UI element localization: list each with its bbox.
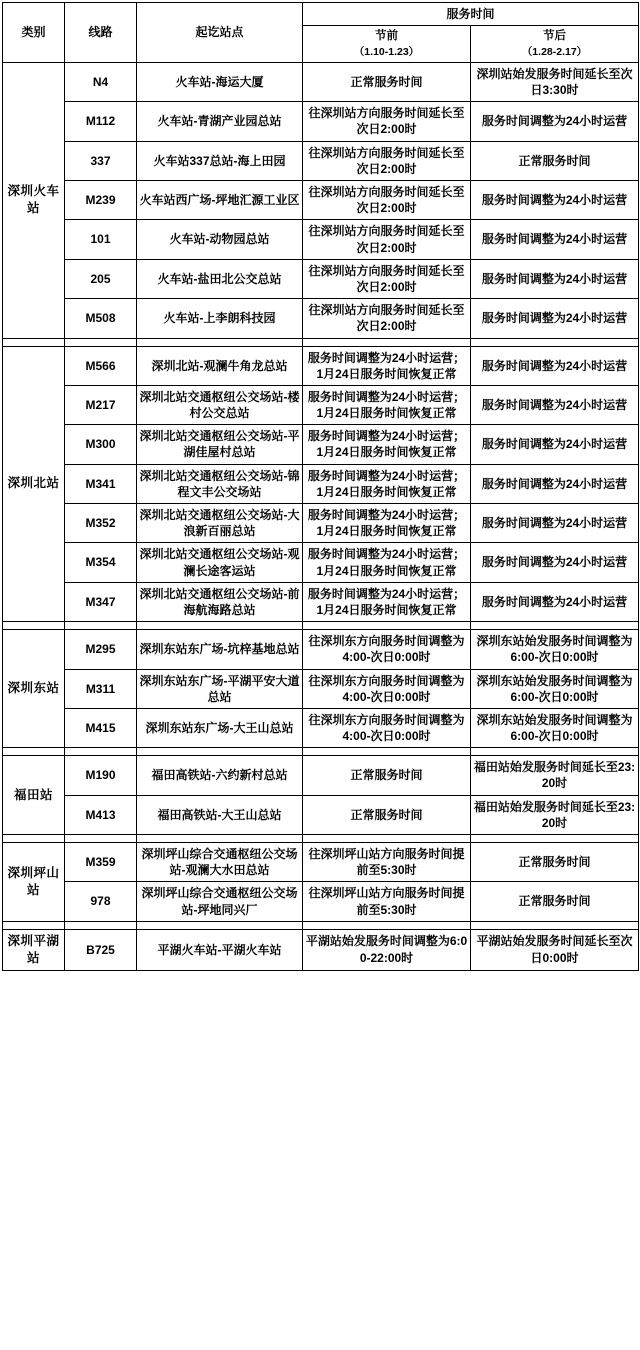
group-spacer-cell <box>65 921 137 929</box>
table-row <box>3 346 639 385</box>
after-holiday-service-cell: 服务时间调整为24小时运营 <box>471 102 639 141</box>
column-header-after <box>471 26 639 63</box>
group-spacer-cell <box>303 921 471 929</box>
bus-line-cell: M295 <box>65 630 137 669</box>
route-endpoints-cell: 深圳北站交通枢纽公交场站-前海航海路总站 <box>137 582 303 621</box>
table-row <box>3 543 639 582</box>
bus-line-cell: M190 <box>65 756 137 795</box>
after-holiday-service-cell: 服务时间调整为24小时运营 <box>471 259 639 298</box>
before-holiday-service-cell: 往深圳东方向服务时间调整为4:00-次日0:00时 <box>303 669 471 708</box>
route-endpoints-cell: 福田高铁站-六约新村总站 <box>137 756 303 795</box>
group-spacer-cell <box>137 748 303 756</box>
after-title: 节后 <box>543 30 566 43</box>
group-spacer-cell <box>65 748 137 756</box>
table-row <box>3 425 639 464</box>
route-endpoints-cell: 深圳北站-观澜牛角龙总站 <box>137 346 303 385</box>
group-spacer-row <box>3 921 639 929</box>
bus-line-cell: M354 <box>65 543 137 582</box>
route-endpoints-cell: 火车站-青湖产业园总站 <box>137 102 303 141</box>
bus-line-cell: M359 <box>65 843 137 882</box>
route-endpoints-cell: 平湖火车站-平湖火车站 <box>137 929 303 970</box>
table-row <box>3 102 639 141</box>
table-row <box>3 504 639 543</box>
group-spacer-cell <box>471 835 639 843</box>
bus-line-cell: M239 <box>65 181 137 220</box>
table-row <box>3 708 639 747</box>
after-holiday-service-cell: 服务时间调整为24小时运营 <box>471 385 639 424</box>
route-endpoints-cell: 深圳东站东广场-大王山总站 <box>137 708 303 747</box>
group-spacer-cell <box>471 338 639 346</box>
group-spacer-row <box>3 622 639 630</box>
after-holiday-service-cell: 正常服务时间 <box>471 843 639 882</box>
before-holiday-service-cell: 往深圳站方向服务时间延长至次日2:00时 <box>303 102 471 141</box>
before-holiday-service-cell: 往深圳坪山站方向服务时间提前至5:30时 <box>303 882 471 921</box>
before-holiday-service-cell: 平湖站始发服务时间调整为6:00-22:00时 <box>303 929 471 970</box>
station-category-cell: 深圳坪山站 <box>3 843 65 922</box>
column-header-category: 类别 <box>3 3 65 63</box>
bus-line-cell: M415 <box>65 708 137 747</box>
group-spacer-row <box>3 338 639 346</box>
group-spacer-cell <box>137 338 303 346</box>
station-category-cell: 深圳北站 <box>3 346 65 622</box>
bus-line-cell: M508 <box>65 299 137 338</box>
table-row <box>3 385 639 424</box>
table-row <box>3 669 639 708</box>
table-row <box>3 141 639 180</box>
table-body <box>3 62 639 970</box>
after-holiday-service-cell: 深圳东站始发服务时间调整为6:00-次日0:00时 <box>471 708 639 747</box>
table-row <box>3 299 639 338</box>
group-spacer-cell <box>65 622 137 630</box>
bus-line-cell: N4 <box>65 62 137 101</box>
route-endpoints-cell: 深圳坪山综合交通枢纽公交场站-观澜大水田总站 <box>137 843 303 882</box>
after-holiday-service-cell: 服务时间调整为24小时运营 <box>471 582 639 621</box>
after-holiday-service-cell: 服务时间调整为24小时运营 <box>471 425 639 464</box>
before-holiday-service-cell: 正常服务时间 <box>303 62 471 101</box>
before-holiday-service-cell: 服务时间调整为24小时运营；1月24日服务时间恢复正常 <box>303 543 471 582</box>
station-category-cell: 深圳火车站 <box>3 62 65 338</box>
before-holiday-service-cell: 服务时间调整为24小时运营；1月24日服务时间恢复正常 <box>303 504 471 543</box>
after-holiday-service-cell: 福田站始发服务时间延长至23:20时 <box>471 795 639 834</box>
before-holiday-service-cell: 往深圳站方向服务时间延长至次日2:00时 <box>303 299 471 338</box>
group-spacer-cell <box>65 338 137 346</box>
group-spacer-cell <box>3 748 65 756</box>
route-endpoints-cell: 深圳坪山综合交通枢纽公交场站-坪地同兴厂 <box>137 882 303 921</box>
group-spacer-cell <box>471 921 639 929</box>
table-row <box>3 795 639 834</box>
after-holiday-service-cell: 深圳东站始发服务时间调整为6:00-次日0:00时 <box>471 669 639 708</box>
table-row <box>3 843 639 882</box>
route-endpoints-cell: 火车站-上李朗科技园 <box>137 299 303 338</box>
table-row <box>3 929 639 970</box>
table-row <box>3 582 639 621</box>
group-spacer-cell <box>137 921 303 929</box>
group-spacer-cell <box>3 835 65 843</box>
before-holiday-service-cell: 往深圳站方向服务时间延长至次日2:00时 <box>303 259 471 298</box>
bus-line-cell: 101 <box>65 220 137 259</box>
station-category-cell: 深圳东站 <box>3 630 65 748</box>
group-spacer-cell <box>137 622 303 630</box>
route-endpoints-cell: 深圳东站东广场-平湖平安大道总站 <box>137 669 303 708</box>
column-header-route: 起讫站点 <box>137 3 303 63</box>
after-holiday-service-cell: 深圳东站始发服务时间调整为6:00-次日0:00时 <box>471 630 639 669</box>
after-holiday-service-cell: 正常服务时间 <box>471 882 639 921</box>
table-row <box>3 882 639 921</box>
before-holiday-service-cell: 往深圳站方向服务时间延长至次日2:00时 <box>303 220 471 259</box>
bus-line-cell: M413 <box>65 795 137 834</box>
before-holiday-service-cell: 服务时间调整为24小时运营；1月24日服务时间恢复正常 <box>303 582 471 621</box>
table-row <box>3 220 639 259</box>
bus-line-cell: 978 <box>65 882 137 921</box>
after-holiday-service-cell: 服务时间调整为24小时运营 <box>471 220 639 259</box>
group-spacer-row <box>3 835 639 843</box>
group-spacer-cell <box>137 835 303 843</box>
group-spacer-cell <box>3 622 65 630</box>
bus-line-cell: M311 <box>65 669 137 708</box>
after-holiday-service-cell: 服务时间调整为24小时运营 <box>471 299 639 338</box>
bus-line-cell: 337 <box>65 141 137 180</box>
before-holiday-service-cell: 正常服务时间 <box>303 795 471 834</box>
route-endpoints-cell: 深圳北站交通枢纽公交场站-平湖佳屋村总站 <box>137 425 303 464</box>
route-endpoints-cell: 深圳北站交通枢纽公交场站-锦程文丰公交场站 <box>137 464 303 503</box>
before-holiday-service-cell: 往深圳东方向服务时间调整为4:00-次日0:00时 <box>303 708 471 747</box>
after-holiday-service-cell: 服务时间调整为24小时运营 <box>471 464 639 503</box>
after-holiday-service-cell: 平湖站始发服务时间延长至次日0:00时 <box>471 929 639 970</box>
bus-line-cell: 205 <box>65 259 137 298</box>
route-endpoints-cell: 火车站337总站-海上田园 <box>137 141 303 180</box>
bus-line-cell: B725 <box>65 929 137 970</box>
table-row <box>3 630 639 669</box>
bus-line-cell: M217 <box>65 385 137 424</box>
group-spacer-cell <box>303 748 471 756</box>
before-holiday-service-cell: 正常服务时间 <box>303 756 471 795</box>
route-endpoints-cell: 火车站西广场-坪地汇源工业区 <box>137 181 303 220</box>
after-holiday-service-cell: 服务时间调整为24小时运营 <box>471 346 639 385</box>
column-header-before <box>303 26 471 63</box>
before-holiday-service-cell: 往深圳坪山站方向服务时间提前至5:30时 <box>303 843 471 882</box>
table-row <box>3 181 639 220</box>
bus-line-cell: M112 <box>65 102 137 141</box>
column-header-service-time: 服务时间 <box>303 3 639 26</box>
before-holiday-service-cell: 服务时间调整为24小时运营；1月24日服务时间恢复正常 <box>303 385 471 424</box>
bus-line-cell: M300 <box>65 425 137 464</box>
after-holiday-service-cell: 服务时间调整为24小时运营 <box>471 181 639 220</box>
bus-service-table <box>2 2 639 971</box>
before-date: （1.10-1.23） <box>353 45 420 58</box>
table-row <box>3 756 639 795</box>
before-holiday-service-cell: 服务时间调整为24小时运营；1月24日服务时间恢复正常 <box>303 346 471 385</box>
group-spacer-cell <box>3 921 65 929</box>
route-endpoints-cell: 深圳北站交通枢纽公交场站-观澜长途客运站 <box>137 543 303 582</box>
table-row <box>3 464 639 503</box>
table-row <box>3 62 639 101</box>
before-holiday-service-cell: 服务时间调整为24小时运营；1月24日服务时间恢复正常 <box>303 425 471 464</box>
bus-line-cell: M352 <box>65 504 137 543</box>
station-category-cell: 深圳平湖站 <box>3 929 65 970</box>
bus-line-cell: M566 <box>65 346 137 385</box>
table-row <box>3 259 639 298</box>
route-endpoints-cell: 火车站-动物园总站 <box>137 220 303 259</box>
group-spacer-cell <box>65 835 137 843</box>
group-spacer-cell <box>3 338 65 346</box>
after-holiday-service-cell: 服务时间调整为24小时运营 <box>471 543 639 582</box>
after-date: （1.28-2.17） <box>521 45 588 58</box>
station-category-cell: 福田站 <box>3 756 65 835</box>
bus-line-cell: M341 <box>65 464 137 503</box>
before-holiday-service-cell: 服务时间调整为24小时运营；1月24日服务时间恢复正常 <box>303 464 471 503</box>
route-endpoints-cell: 火车站-盐田北公交总站 <box>137 259 303 298</box>
before-title: 节前 <box>375 30 398 43</box>
route-endpoints-cell: 福田高铁站-大王山总站 <box>137 795 303 834</box>
group-spacer-cell <box>303 338 471 346</box>
header-row-top <box>3 3 639 26</box>
route-endpoints-cell: 深圳北站交通枢纽公交场站-楼村公交总站 <box>137 385 303 424</box>
before-holiday-service-cell: 往深圳站方向服务时间延长至次日2:00时 <box>303 141 471 180</box>
group-spacer-cell <box>303 835 471 843</box>
route-endpoints-cell: 深圳东站东广场-坑梓基地总站 <box>137 630 303 669</box>
group-spacer-cell <box>303 622 471 630</box>
group-spacer-cell <box>471 622 639 630</box>
after-holiday-service-cell: 深圳站始发服务时间延长至次日3:30时 <box>471 62 639 101</box>
after-holiday-service-cell: 福田站始发服务时间延长至23:20时 <box>471 756 639 795</box>
after-holiday-service-cell: 服务时间调整为24小时运营 <box>471 504 639 543</box>
group-spacer-cell <box>471 748 639 756</box>
route-endpoints-cell: 深圳北站交通枢纽公交场站-大浪新百丽总站 <box>137 504 303 543</box>
group-spacer-row <box>3 748 639 756</box>
bus-line-cell: M347 <box>65 582 137 621</box>
before-holiday-service-cell: 往深圳站方向服务时间延长至次日2:00时 <box>303 181 471 220</box>
before-holiday-service-cell: 往深圳东方向服务时间调整为4:00-次日0:00时 <box>303 630 471 669</box>
table-header <box>3 3 639 63</box>
route-endpoints-cell: 火车站-海运大厦 <box>137 62 303 101</box>
column-header-line: 线路 <box>65 3 137 63</box>
after-holiday-service-cell: 正常服务时间 <box>471 141 639 180</box>
